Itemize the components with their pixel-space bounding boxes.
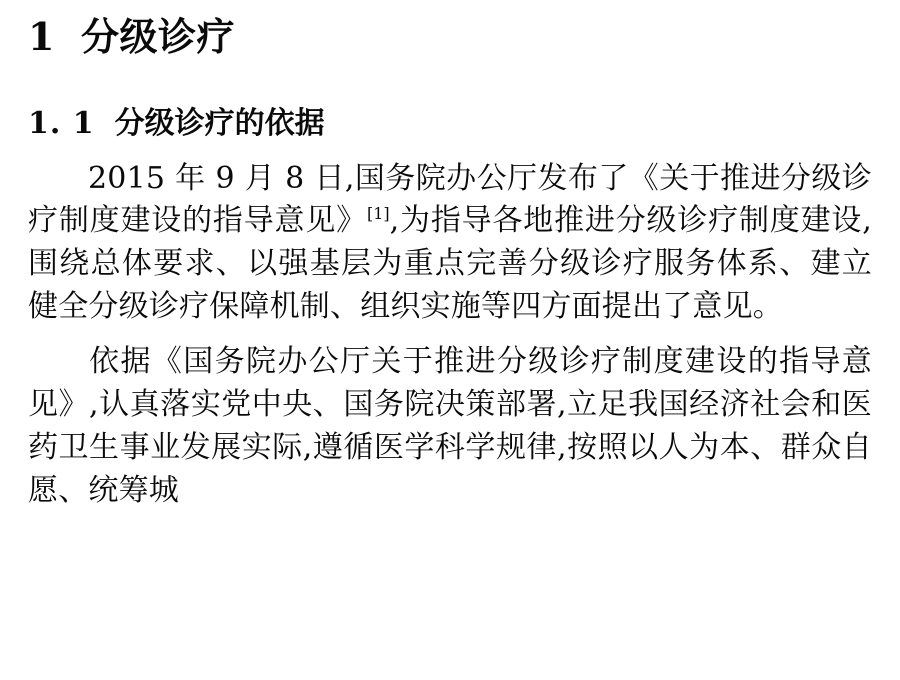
subsection-title: 分级诊疗的依据 <box>114 105 325 141</box>
section-title: 分级诊疗 <box>80 14 235 59</box>
subsection-heading <box>28 106 872 142</box>
subsection-number: 1. 1 <box>28 105 95 141</box>
paragraph-2-text: 依据《国务院办公厅关于推进分级诊疗制度建设的指导意见》,认真落实党中央、国务院决策部署,立足我国经济社会和医药卫生事业发展实际,遵循医学科学规律,按照以人为本、群众自愿、统筹城 <box>28 344 872 508</box>
section-number: 1 <box>28 14 55 59</box>
paragraph-1-text-before-reference: 2015 年 9 月 8 日,国务院办公厅发布了《关于推进分级诊疗制度建设的指导意见》 <box>28 160 872 239</box>
citation-marker: [1] <box>366 204 390 224</box>
section-heading <box>28 14 872 60</box>
paragraph-2 <box>28 341 872 513</box>
paragraph-1-text-after-reference: ,为指导各地推进分级诊疗制度建设,围绕总体要求、以强基层为重点完善分级诊疗服务体系、建立健全分级诊疗保障机制、组织实施等四方面提出了意见。 <box>28 203 872 325</box>
paragraph-1 <box>28 158 872 330</box>
